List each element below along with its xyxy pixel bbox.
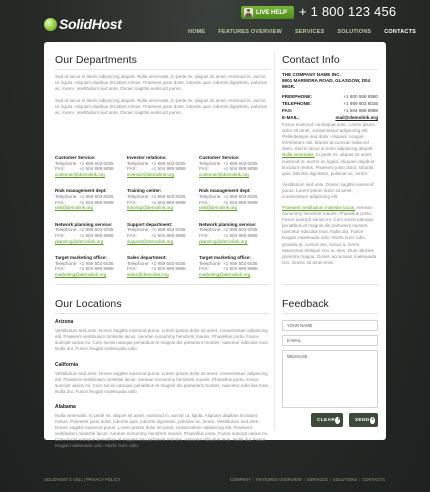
department-name: Training center:: [127, 188, 162, 194]
send-button[interactable]: [349, 413, 378, 427]
contact-paragraph: [282, 205, 378, 266]
department-email-link[interactable]: sales@demolink.org: [127, 271, 169, 277]
fax-value: +1 504 889 9898: [151, 166, 186, 172]
globe-icon: [44, 18, 57, 31]
tel-label: Telephone:: [55, 160, 78, 166]
fax-value: +1 504 889 9898: [223, 232, 258, 238]
fax-value: +1 504 889 9898: [151, 266, 186, 272]
nav-solutions[interactable]: SOLUTIONS: [337, 29, 372, 35]
divider: [282, 313, 378, 314]
contact-row: [282, 100, 378, 107]
department-item: [55, 155, 127, 177]
tel-label: Telephone:: [127, 193, 150, 199]
tel-value: +1 959 603 6035: [151, 227, 186, 233]
department-name: Target marketing office:: [55, 255, 107, 261]
feedback-title: Feedback: [282, 298, 329, 310]
location-item: [55, 319, 270, 352]
contact-text: Aenean nonummy hendrerit mauris. Phasellus porta. Fusce suscipit varius mi. Cum sociis natoque penatibus et magnis dis parturient montes, nascetur ridiculus mus. Nulla dui. Fusce feugiat malesuada odio. Morbi nunc odio, gravida at, cursus nec, luctus a, lorem. Maecenas tristique orci ac sem. Duis ultricies pharetra magna. Donec accumsan malesuada orci. Donec sit amet eros.: [282, 205, 377, 265]
contact-paragraph: [282, 122, 378, 177]
phone-number: + 1 800 123 456: [299, 4, 397, 19]
company-address: [282, 72, 378, 90]
department-item: [127, 255, 199, 277]
fax-value: +1 504 889 9898: [223, 166, 258, 172]
department-email-link[interactable]: customer@demolink.org: [55, 171, 105, 177]
fax-label: FAX:: [127, 266, 137, 272]
name-field[interactable]: YOUR NAME: [282, 320, 378, 331]
feedback-form: [282, 320, 378, 408]
fax-value: +1 504 889 9898: [151, 199, 186, 205]
department-item: [127, 155, 199, 177]
footer-nav-item[interactable]: FEATURES OVERVIEW: [255, 477, 302, 482]
department-item: [55, 255, 127, 277]
live-help-label: LIVE HELP: [256, 9, 288, 16]
department-email-link[interactable]: risk@demolink.org: [55, 205, 94, 211]
department-email-link[interactable]: marketing@demolink.org: [55, 271, 107, 277]
department-item: [199, 222, 271, 244]
location-name: California: [55, 362, 79, 368]
tel-label: Telephone:: [55, 227, 78, 233]
department-email-link[interactable]: marketing@demolink.org: [199, 271, 251, 277]
nav-features-overview[interactable]: FEATURES OVERVIEW: [218, 29, 283, 35]
tel-label: Telephone:: [199, 227, 222, 233]
footer-nav-item[interactable]: SERVICES: [306, 477, 328, 482]
department-name: Target marketing office:: [199, 255, 251, 261]
tel-value: +1 959 603 6035: [79, 260, 114, 266]
fax-label: FAX:: [55, 166, 65, 172]
tel-value: +1 959 603 6035: [79, 160, 114, 166]
department-email-link[interactable]: training@demolink.org: [127, 205, 174, 211]
footer-separator: |: [252, 477, 254, 482]
divider: [282, 284, 378, 285]
fax-value: +1 504 889 9898: [79, 166, 114, 172]
department-item: [55, 188, 127, 210]
fax-label: FAX:: [55, 199, 65, 205]
nav-services[interactable]: SERVICES: [295, 29, 325, 35]
divider: [55, 284, 270, 285]
header: [0, 0, 430, 40]
departments-grid: [55, 155, 270, 278]
arrow-right-icon: [370, 417, 375, 424]
tel-label: Telephone:: [55, 193, 78, 199]
tel-value: +1 959 603 6035: [151, 160, 186, 166]
fax-label: FAX:: [199, 166, 209, 172]
department-name: Customer Service:: [55, 155, 96, 160]
department-item: [127, 222, 199, 244]
department-name: Risk management dept:: [55, 188, 107, 194]
clear-label: CLEAR: [317, 417, 336, 423]
location-text: Vestibulum sed ante. Donec sagittis euismod purus. Lorem ipsum dolor sit amet, consectetuer adipiscing elit. Praesent vestibulum molestie lacus. Aenean nonummy hendrerit mauris. Phasellus porta. Fusce suscipit varius mi. Cum sociis natoque penatibus et magnis dis parturient montes, nascetur ridiculus mus. Nulla dui. Fusce feugiat malesuada odio.: [55, 328, 269, 352]
fax-value: +1 504 889 9898: [223, 199, 258, 205]
tel-label: Telephone:: [199, 160, 222, 166]
tel-label: Telephone:: [127, 227, 150, 233]
locations-title: Our Locations: [55, 298, 122, 310]
department-email-link[interactable]: customer@demolink.org: [199, 171, 249, 177]
location-name: Arizona: [55, 319, 74, 325]
contact-link[interactable]: Nulla venenatis.: [282, 152, 315, 158]
department-name: Support department:: [127, 221, 173, 227]
intro-paragraph: Sed ut lacus et libero adipiscing aliquet. Nulla venenatis. In pede mi, aliquet sit amet, euismod in, auctor ut, ligula. Aliquam dapibus tincidunt metus. Praesent justo dolor, lobortis quis, lobortis dignissim, pulvinar ac, lorem. Vestibulum sed ante. Donec sagittis euismod purus.: [55, 74, 268, 92]
departments-title: Our Departments: [55, 54, 138, 66]
logo[interactable]: [44, 16, 122, 32]
department-email-link[interactable]: risk@demolink.org: [199, 205, 238, 211]
location-item: [55, 362, 270, 395]
tel-value: +1 959 603 6035: [223, 160, 258, 166]
contact-info-title: Contact Info: [282, 54, 340, 66]
contact-value: +1 800 559 6580: [343, 94, 378, 99]
location-name: Alabama: [55, 404, 76, 410]
contact-link[interactable]: Praesent vestibulum molestie lacus.: [282, 205, 356, 210]
contact-text: Vestibulum sed ante. Donec sagittis euismod purus. Lorem ipsum dolor sit amet, consectetuer adipiscing elit.: [282, 182, 374, 200]
department-item: [55, 222, 127, 244]
footer-nav-item[interactable]: CONTACTS: [362, 477, 385, 482]
fax-label: FAX:: [55, 232, 65, 238]
department-email-link[interactable]: planning@demolink.org: [199, 238, 248, 244]
message-field[interactable]: MESSAGE: [282, 350, 378, 408]
fax-label: FAX:: [127, 232, 137, 238]
fax-label: FAX:: [199, 266, 209, 272]
footer-separator: |: [359, 477, 361, 482]
nav-contacts[interactable]: CONTACTS: [384, 29, 416, 35]
department-email-link[interactable]: support@demolink.org: [127, 238, 174, 244]
fax-value: +1 504 889 9898: [79, 232, 114, 238]
person-icon: [244, 8, 253, 17]
divider: [55, 313, 270, 314]
column-divider: [274, 52, 275, 430]
department-item: [199, 188, 271, 210]
contact-label: FAX:: [282, 108, 293, 113]
arrow-right-icon: [335, 417, 340, 424]
contact-label: FREEPHONE:: [282, 94, 313, 99]
tel-value: +1 959 603 6035: [79, 193, 114, 199]
tel-label: Telephone:: [127, 260, 150, 266]
intro-paragraph: Sed ut lacus et libero adipiscing aliquet. Nulla venenatis. In pede mi, aliquet sit amet, euismod in, auctor ut, ligula. Aliquam dapibus tincidunt metus. Praesent justo dolor, lobortis quis, lobortis dignissim, pulvinar ac, lorem. Vestibulum sed ante. Donec sagittis euismod purus.: [55, 98, 268, 116]
contact-email-link[interactable]: mail@demolink.org: [335, 115, 378, 120]
contact-label: E-MAIL:: [282, 115, 300, 120]
fax-value: +1 504 889 9898: [79, 266, 114, 272]
contact-value: +1 959 603 6035: [343, 101, 378, 106]
department-name: Investor relations:: [127, 155, 167, 160]
location-item: [55, 404, 270, 450]
fax-label: FAX:: [127, 199, 137, 205]
footer-nav-item[interactable]: SOLUTIONS: [332, 477, 358, 482]
tel-label: Telephone:: [55, 260, 78, 266]
fax-value: +1 504 889 9898: [223, 266, 258, 272]
fax-label: FAX:: [55, 266, 65, 272]
tel-value: +1 959 603 6035: [79, 227, 114, 233]
fax-value: +1 504 889 9898: [79, 199, 114, 205]
clear-button[interactable]: [311, 413, 343, 427]
contact-text: Fusce euismod consequat ante. Lorem ipsum dolor sit amet, consectetuer adipiscing elit. Pellentesque sed dolor. Aliquam congue fermentum nisl. Mauris accumsan nulla vel diam. Sed in lacus ut enim adipiscing aliquet.: [282, 122, 375, 152]
tel-value: +1 959 603 6035: [151, 193, 186, 199]
logo-text: SolidHost: [59, 16, 122, 32]
department-email-link[interactable]: investor@demolink.org: [127, 171, 175, 177]
contact-rows: [282, 93, 378, 121]
contact-value: +1 504 889 9898: [343, 108, 378, 113]
company-street: 8901 MARMORA ROAD, GLASGOW, D04 89GR.: [282, 78, 371, 90]
feedback-buttons: [282, 413, 378, 427]
fax-label: FAX:: [199, 199, 209, 205]
footer-copyright[interactable]: SOLIDHOST © 2011 | PRIVACY POLICY: [44, 477, 121, 482]
department-email-link[interactable]: planning@demolink.org: [55, 238, 104, 244]
fax-label: FAX:: [127, 166, 137, 172]
contact-row: [282, 107, 378, 114]
send-label: SEND: [355, 417, 370, 423]
content-panel: [44, 42, 386, 449]
contact-row: [282, 114, 378, 121]
department-name: Sales department:: [127, 255, 167, 261]
department-item: [199, 255, 271, 277]
contact-label: TELEPHONE:: [282, 101, 312, 106]
department-item: [127, 188, 199, 210]
email-field[interactable]: E-MAIL: [282, 335, 378, 346]
tel-value: +1 959 603 6035: [151, 260, 186, 266]
location-text: Nulla venenatis. In pede mi, aliquet sit amet, euismod in, auctor ut, ligula. Aliquam dapibus tincidunt metus. Praesent justo dolor, lobortis quis, lobortis dignissim, pulvinar ac, lorem. Vestibulum sed ante. Donec sagittis euismod purus. Lorem ipsum dolor sit amet, consectetuer adipiscing elit. Praesent vestibulum molestie lacus. Aenean nonummy hendrerit mauris. Phasellus porta. Fusce suscipit varius mi. Cum sociis natoque penatibus et magnis dis parturient montes, nascetur ridiculus mus. Nulla dui. Fusce feugiat malesuada odio. Morbi nunc odio.: [55, 413, 269, 449]
footer-nav-item[interactable]: COMPANY: [230, 477, 251, 482]
department-name: Network planning service:: [55, 221, 113, 227]
tel-value: +1 959 603 6035: [223, 227, 258, 233]
company-name: THE COMPANY NAME INC.: [282, 72, 341, 77]
contact-row: [282, 93, 378, 100]
departments-intro: [55, 74, 270, 117]
tel-label: Telephone:: [127, 160, 150, 166]
fax-label: FAX:: [199, 232, 209, 238]
nav-home[interactable]: HOME: [188, 29, 206, 35]
footer-separator: |: [329, 477, 331, 482]
contact-text: In pede mi, aliquet sit amet, euismod in, auctor ut, ligula. Aliquam dapibus tincidunt metus. Praesent justo dolor, lobortis quis, lobortis dignissim, pulvinar ac, lorem.: [282, 152, 375, 176]
divider: [282, 69, 378, 70]
main-nav: [180, 29, 429, 35]
tel-value: +1 959 603 6035: [223, 260, 258, 266]
department-item: [199, 155, 271, 177]
department-name: Customer Service:: [199, 155, 240, 160]
live-help-button[interactable]: [241, 6, 294, 19]
footer-nav: [228, 477, 385, 482]
department-name: Network planning service:: [199, 221, 257, 227]
location-text: Vestibulum sed ante. Donec sagittis euismod purus. Lorem ipsum dolor sit amet, consectetuer adipiscing elit. Praesent vestibulum molestie lacus. Aenean nonummy hendrerit mauris. Phasellus porta. Fusce suscipit varius mi. Cum sociis natoque penatibus et magnis dis parturient montes, nascetur ridiculus mus. Nulla dui. Fusce feugiat malesuada odio.: [55, 371, 269, 395]
tel-value: +1 959 603 6035: [223, 193, 258, 199]
tel-label: Telephone:: [199, 193, 222, 199]
divider: [55, 69, 270, 70]
contact-paragraph: [282, 182, 378, 200]
department-name: Risk management dept:: [199, 188, 251, 194]
fax-value: +1 504 889 9898: [151, 232, 186, 238]
footer-separator: |: [303, 477, 305, 482]
tel-label: Telephone:: [199, 260, 222, 266]
